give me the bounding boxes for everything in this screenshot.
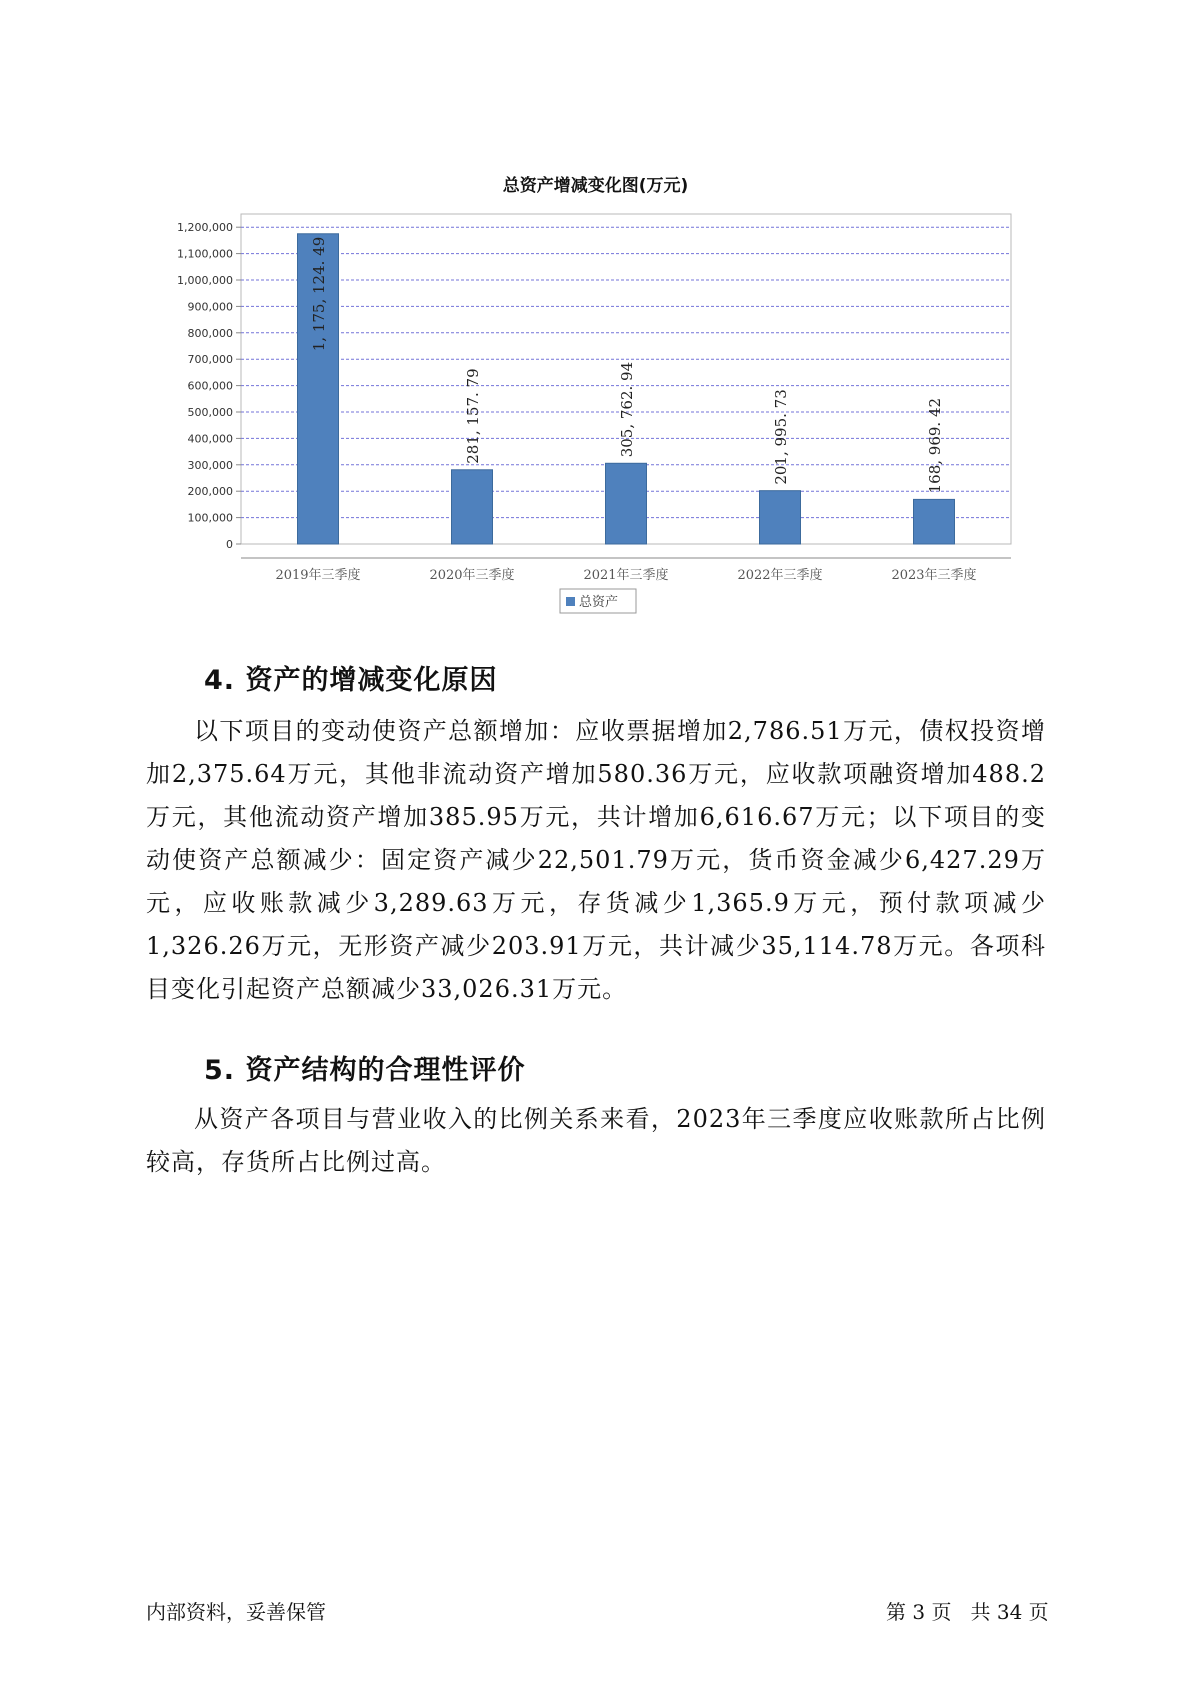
section-5-paragraph: 从资产各项目与营业收入的比例关系来看，2023年三季度应收账款所占比例较高，存货所占比例过高。 — [146, 1105, 1046, 1176]
x-category-label: 2019年三季度 — [275, 568, 361, 583]
chart-title: 总资产增减变化图(万元) — [502, 176, 689, 196]
y-tick-label: 400,000 — [187, 432, 233, 446]
total-assets-bar-chart — [150, 200, 1030, 620]
bar-value-label: 168, 969. 42 — [926, 397, 944, 494]
bar-value-label: 1, 175, 124. 49 — [310, 236, 328, 352]
y-tick-label: 0 — [226, 538, 233, 551]
y-tick-label: 800,000 — [187, 326, 233, 340]
bar — [914, 499, 955, 544]
section-5-heading: 5. 资产结构的合理性评价 — [204, 1055, 526, 1086]
y-tick-label: 100,000 — [187, 511, 233, 525]
y-tick-label: 900,000 — [187, 300, 233, 314]
bar — [606, 463, 647, 544]
bar — [452, 470, 493, 544]
y-tick-label: 300,000 — [187, 458, 233, 472]
bar-value-label: 201, 995. 73 — [772, 389, 790, 485]
y-tick-label: 200,000 — [187, 485, 233, 499]
y-tick-label: 1,000,000 — [177, 274, 233, 287]
footer-note: 内部资料，妥善保管 — [146, 1600, 326, 1624]
bar-value-label: 305, 762. 94 — [618, 361, 636, 458]
x-category-label: 2020年三季度 — [429, 568, 515, 583]
x-category-label: 2022年三季度 — [737, 568, 823, 583]
y-tick-label: 700,000 — [187, 353, 233, 367]
x-category-label: 2023年三季度 — [891, 568, 977, 583]
legend-swatch — [566, 597, 575, 606]
y-tick-label: 600,000 — [187, 379, 233, 393]
x-category-label: 2021年三季度 — [583, 568, 669, 583]
page-number: 第 3 页 共 34 页 — [886, 1600, 1049, 1624]
bar-value-label: 281, 157. 79 — [464, 368, 482, 464]
section-4-heading: 4. 资产的增减变化原因 — [204, 665, 498, 696]
legend-label: 总资产 — [579, 595, 619, 610]
section-4-paragraph: 以下项目的变动使资产总额增加：应收票据增加2,786.51万元，债权投资增加2,375.64万元，其他非流动资产增加580.36万元，应收款项融资增加488.2万元，其他流动资产增加385.95万元，共计增加6,616.67万元；以下项目的变动使资产总额减少：固定资产减少22,501.79万元，货币资金减少6,427.29万元，应收账款减少3,289.63万元，存货减少1,365.9万元，预付款项减少1,326.26万元，无形资产减少203.91万元，共计减少35,114.78万元。各项科目变化引起资产总额减少33,026.31万元。 — [146, 717, 1046, 1003]
y-tick-label: 1,200,000 — [177, 221, 233, 235]
y-tick-label: 1,100,000 — [177, 247, 233, 261]
bar — [760, 491, 801, 544]
y-tick-label: 500,000 — [187, 406, 233, 419]
